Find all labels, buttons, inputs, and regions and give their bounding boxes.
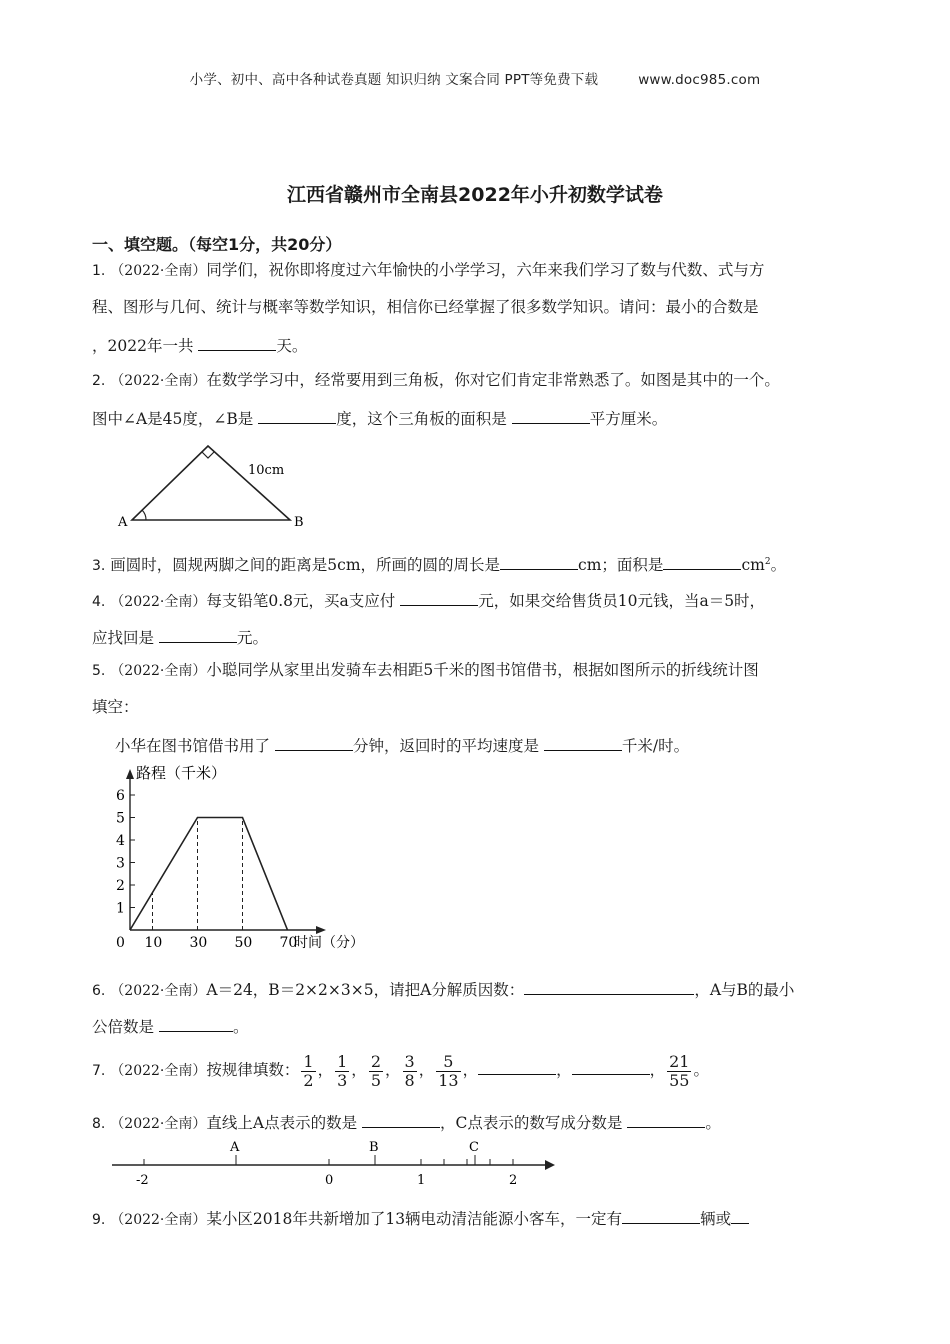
q2-source: （2022·全南） — [110, 373, 207, 389]
q1-number: 1. — [92, 263, 106, 279]
q5-line3 — [115, 734, 689, 756]
q4-source: （2022·全南） — [110, 594, 207, 610]
x-tick-label: 30 — [189, 935, 208, 951]
q5-text1: 小聪同学从家里出发骑车去相距5千米的图书馆借书，根据如图所示的折线统计图 — [206, 661, 759, 679]
q7-separator: ， — [385, 1061, 401, 1079]
q4-line2 — [92, 626, 268, 648]
q4-number: 4. — [92, 594, 106, 610]
q7-text: 按规律填数： — [206, 1061, 300, 1079]
fraction-numerator: 1 — [303, 1051, 314, 1071]
q5-text3a: 小华在图书馆借书用了 — [115, 737, 271, 755]
q6-text1b: ，A与B的最小 — [694, 981, 795, 999]
q1-line3 — [92, 334, 307, 356]
fraction-denominator: 5 — [370, 1070, 381, 1090]
q5-line1 — [92, 660, 759, 681]
number-line-figure — [108, 1138, 568, 1190]
tick-label-0: 0 — [325, 1173, 334, 1188]
q7-blank-1[interactable] — [478, 1058, 556, 1075]
tick-label-2: 2 — [509, 1173, 518, 1188]
q8-source: （2022·全南） — [110, 1116, 207, 1132]
q1-line2: 程、图形与几何、统计与概率等数学知识，相信你已经掌握了很多数学知识。请问：最小的合数是 — [92, 298, 759, 316]
q3-text-d: 。 — [770, 556, 787, 575]
q6-blank-lcm[interactable] — [159, 1015, 233, 1032]
fraction-numerator: 21 — [669, 1051, 690, 1071]
q7-separator: ， — [317, 1061, 334, 1079]
x-axis-title: 时间（分） — [294, 935, 364, 951]
q7-separator: ， — [351, 1061, 367, 1079]
q8-line — [92, 1111, 721, 1134]
q7-last-fraction — [667, 1053, 691, 1090]
y-axis-title: 路程（千米） — [136, 764, 227, 782]
y-tick-label: 3 — [116, 855, 125, 872]
q2-text1: 在数学学习中，经常要用到三角板，你对它们肯定非常熟悉了。如图是其中的一个。 — [206, 371, 780, 389]
q3-text-c: cm — [741, 556, 765, 575]
y-axis-arrow — [126, 769, 134, 779]
q2-blank-area[interactable] — [512, 407, 590, 424]
q2-text2a: 图中∠A是45度，∠B是 — [92, 410, 254, 428]
q2-blank-angle[interactable] — [258, 407, 336, 424]
q9-line — [92, 1207, 749, 1230]
q6-text2a: 公倍数是 — [92, 1018, 155, 1036]
fraction-numerator: 5 — [436, 1053, 460, 1072]
q8-text-c: 。 — [705, 1114, 721, 1132]
fraction-numerator: 2 — [370, 1051, 381, 1071]
q6-text1a: A＝24，B＝2×2×3×5，请把A分解质因数： — [206, 981, 525, 999]
y-tick-label: 6 — [116, 788, 125, 804]
triangle-shape — [132, 446, 290, 520]
q1-blank-days[interactable] — [198, 334, 276, 351]
q7-separator: ， — [418, 1061, 435, 1079]
q2-line1 — [92, 370, 780, 391]
fraction-numerator: 1 — [337, 1051, 348, 1071]
q1-text3b: 天。 — [276, 337, 308, 355]
q6-line1 — [92, 978, 794, 1001]
q4-line1 — [92, 589, 765, 612]
q3-blank-circumference[interactable] — [500, 553, 578, 570]
q3-superscript: 2 — [764, 557, 771, 567]
x-tick-label: 70 — [279, 935, 298, 951]
fraction-denominator: 13 — [438, 1070, 459, 1090]
q7-fraction — [335, 1053, 349, 1090]
q6-text2b: 。 — [232, 1018, 249, 1036]
q9-source: （2022·全南） — [110, 1212, 207, 1228]
q3-number: 3. — [92, 558, 106, 575]
y-tick-label: 1 — [116, 900, 125, 917]
q5-blank-speed[interactable] — [544, 734, 622, 751]
angle-a-arc — [142, 510, 146, 520]
q4-text1b: 元，如果交给售货员10元钱，当a＝5时， — [478, 592, 766, 610]
q5-blank-minutes[interactable] — [275, 734, 353, 751]
q6-blank-factorization[interactable] — [524, 978, 694, 995]
fraction-denominator: 8 — [404, 1070, 415, 1090]
point-b-label: B — [369, 1140, 379, 1155]
q1-text1: 同学们，祝你即将度过六年愉快的小学学习，六年来我们学习了数与代数、式与方 — [206, 261, 765, 279]
q2-text2c: 平方厘米。 — [589, 410, 668, 428]
distance-series-line — [130, 818, 288, 931]
q9-blank-2[interactable] — [731, 1207, 749, 1224]
q4-text2b: 元。 — [236, 629, 268, 647]
q1-text3a: ，2022年一共 — [92, 337, 194, 355]
fraction-denominator: 3 — [337, 1070, 348, 1090]
q7-source: （2022·全南） — [110, 1063, 207, 1079]
q4-text2a: 应找回是 — [92, 629, 155, 647]
q5-text3c: 千米/时。 — [621, 737, 690, 755]
page-title: 江西省赣州市全南县2022年小升初数学试卷 — [287, 184, 663, 206]
q3-text-b: cm；面积是 — [578, 556, 664, 575]
triangle-side-label: 10cm — [248, 463, 285, 478]
header-banner: 小学、初中、高中各种试卷真题 知识归纳 文案合同 PPT等免费下载 — [189, 72, 599, 88]
q6-source: （2022·全南） — [110, 983, 207, 999]
fraction-denominator: 2 — [303, 1070, 314, 1090]
x-axis-arrow — [316, 926, 326, 934]
q7-separator: ， — [556, 1061, 572, 1079]
q7-fraction — [436, 1053, 460, 1090]
q2-line2 — [92, 407, 667, 429]
q5-line2: 填空： — [92, 698, 139, 716]
header-site[interactable]: www.doc985.com — [638, 72, 761, 88]
q2-number: 2. — [92, 373, 106, 389]
q6-line2 — [92, 1015, 248, 1037]
q3-line — [92, 552, 786, 576]
q3-blank-area[interactable] — [663, 553, 741, 570]
tick-label-1: 1 — [417, 1173, 426, 1188]
page-header — [0, 68, 950, 88]
y-tick-label: 2 — [116, 878, 125, 894]
q8-blank-c[interactable] — [627, 1111, 705, 1128]
q4-blank-cost[interactable] — [400, 589, 478, 606]
vertex-a-label: A — [118, 515, 128, 530]
right-angle-mark — [202, 452, 214, 458]
fraction-numerator: 3 — [404, 1051, 415, 1071]
q7-blank-2[interactable] — [572, 1058, 650, 1075]
x-tick-label: 50 — [234, 935, 253, 951]
triangle-figure — [110, 438, 320, 533]
number-line-arrow — [545, 1160, 555, 1170]
q8-text-a: 直线上A点表示的数是 — [206, 1114, 358, 1132]
q7-separator: ， — [462, 1061, 479, 1079]
q5-number: 5. — [92, 663, 106, 679]
q7-fraction — [301, 1053, 315, 1090]
q7-end: 。 — [693, 1061, 709, 1079]
q7-number: 7. — [92, 1063, 106, 1079]
tick-label-minus2: -2 — [136, 1173, 149, 1188]
q9-text-b: 辆或 — [700, 1210, 732, 1228]
q8-number: 8. — [92, 1116, 106, 1132]
q4-text1a: 每支铅笔0.8元，买a支应付 — [206, 592, 396, 610]
q3-text-a: 画圆时，圆规两脚之间的距离是5cm，所画的圆的周长是 — [110, 556, 501, 575]
q4-blank-change[interactable] — [159, 626, 237, 643]
vertex-b-label: B — [294, 515, 304, 530]
q7-separator: ， — [649, 1061, 666, 1079]
q8-blank-a[interactable] — [362, 1111, 440, 1128]
q1-source: （2022·全南） — [110, 263, 207, 279]
q5-source: （2022·全南） — [110, 663, 207, 679]
q9-blank-1[interactable] — [622, 1207, 700, 1224]
q9-text-a: 某小区2018年共新增加了13辆电动清洁能源小客车，一定有 — [206, 1210, 623, 1228]
section-heading: 一、填空题。（每空1分，共20分） — [92, 235, 342, 254]
q7-line — [92, 1050, 709, 1091]
fraction-denominator: 55 — [669, 1070, 690, 1090]
x-tick-label: 0 — [116, 935, 125, 951]
q7-fraction — [403, 1053, 417, 1090]
q9-number: 9. — [92, 1212, 106, 1228]
q7-fraction-sequence — [299, 1051, 479, 1090]
q5-text3b: 分钟，返回时的平均速度是 — [352, 737, 539, 755]
point-c-label: C — [469, 1140, 479, 1155]
x-tick-label: 10 — [144, 935, 163, 951]
q1-line1 — [92, 260, 764, 281]
q2-text2b: 度，这个三角板的面积是 — [336, 410, 507, 428]
y-tick-label: 5 — [116, 810, 125, 827]
distance-time-chart — [100, 760, 390, 955]
q8-text-b: ，C点表示的数写成分数是 — [440, 1114, 623, 1132]
y-tick-label: 4 — [116, 833, 125, 849]
q7-fraction — [369, 1053, 383, 1090]
point-a-label: A — [230, 1140, 240, 1155]
q6-number: 6. — [92, 983, 106, 999]
